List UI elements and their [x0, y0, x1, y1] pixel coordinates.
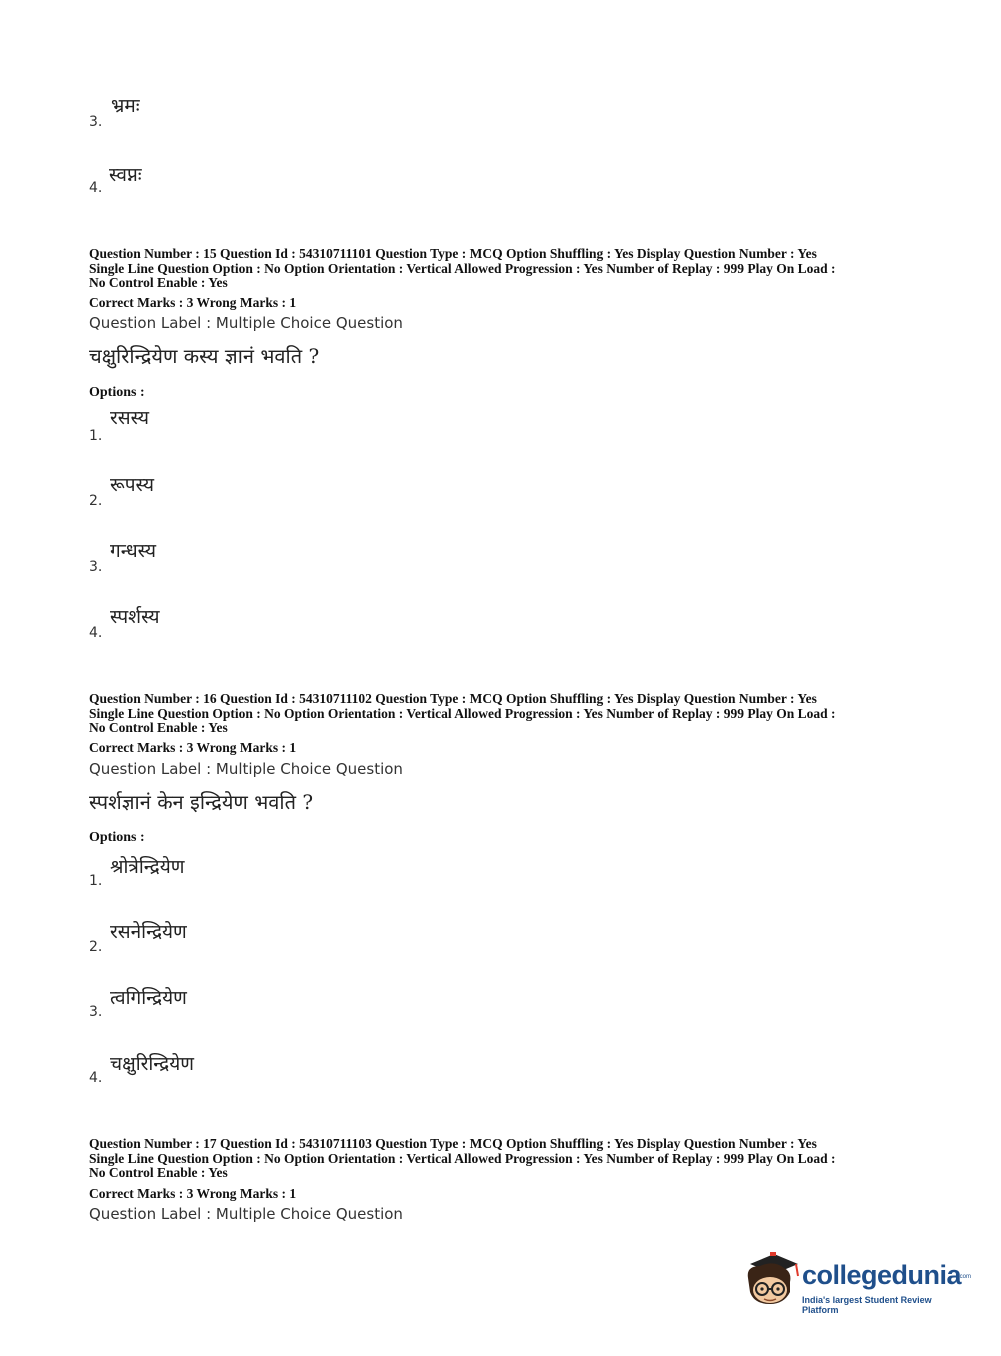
- meta-line: Question Number : 16 Question Id : 54310711102 Question Type : MCQ Option Shuffling : Yes Display Question Number : Yes: [89, 691, 817, 706]
- question-16-marks: Correct Marks : 3 Wrong Marks : 1: [89, 740, 297, 755]
- question-15-marks: Correct Marks : 3 Wrong Marks : 1: [89, 295, 297, 310]
- question-15-label: Question Label : Multiple Choice Question: [89, 314, 403, 332]
- question-15-options-heading: Options :: [89, 385, 145, 400]
- prev-option-4-text: स्वप्नः: [109, 164, 142, 186]
- question-15-option-1-text: रसस्य: [110, 407, 150, 429]
- logo-tagline: India's largest Student Review Platform: [802, 1295, 932, 1315]
- question-15-option-3-text: गन्धस्य: [110, 540, 157, 562]
- logo-wordmark: collegedunia: [802, 1260, 962, 1290]
- question-16-options-heading: Options :: [89, 830, 145, 845]
- question-16-text: स्पर्शज्ञानं केन इन्द्रियेण भवति ?: [89, 790, 314, 814]
- logo-com: .com: [958, 1274, 972, 1280]
- question-17-label: Question Label : Multiple Choice Question: [89, 1205, 403, 1223]
- question-16-option-4-text: चक्षुरिन्द्रियेण: [110, 1053, 195, 1075]
- meta-line: Single Line Question Option : No Option Orientation : Vertical Allowed Progression : Yes Number of Replay : 999 Play On Load :: [89, 260, 836, 276]
- question-16-option-4-number: 4.: [89, 1070, 103, 1086]
- question-15-option-2-text: रूपस्य: [110, 474, 154, 496]
- question-15-text: चक्षुरिन्द्रियेण कस्य ज्ञानं भवति ?: [89, 344, 320, 368]
- question-16-option-3-number: 3.: [89, 1004, 103, 1020]
- prev-option-3-number: 3.: [89, 114, 103, 130]
- question-15-option-3-number: 3.: [89, 559, 103, 575]
- meta-line: Question Number : 15 Question Id : 54310711101 Question Type : MCQ Option Shuffling : Yes Display Question Number : Yes: [89, 246, 817, 261]
- meta-line: Single Line Question Option : No Option Orientation : Vertical Allowed Progression : Yes Number of Replay : 999 Play On Load :: [89, 1150, 836, 1166]
- mascot-icon: [740, 1248, 802, 1310]
- question-16-label: Question Label : Multiple Choice Question: [89, 760, 403, 778]
- question-16-option-2-text: रसनेन्द्रियेण: [110, 921, 187, 943]
- meta-line: Single Line Question Option : No Option Orientation : Vertical Allowed Progression : Yes Number of Replay : 999 Play On Load :: [89, 705, 836, 721]
- meta-line: No Control Enable : Yes: [89, 720, 228, 735]
- question-15-option-1-number: 1.: [89, 428, 103, 444]
- question-17-meta: [89, 1137, 836, 1181]
- question-16-option-1-text: श्रोत्रेन्द्रियेण: [110, 856, 185, 878]
- question-16-option-1-number: 1.: [89, 873, 103, 889]
- question-16-meta: [89, 692, 836, 736]
- prev-option-4-number: 4.: [89, 180, 103, 196]
- collegedunia-logo: [740, 1248, 972, 1315]
- meta-line: No Control Enable : Yes: [89, 1165, 228, 1180]
- question-17-marks: Correct Marks : 3 Wrong Marks : 1: [89, 1186, 297, 1201]
- question-16-option-2-number: 2.: [89, 939, 103, 955]
- prev-option-3-text: भ्रमः: [111, 95, 140, 117]
- question-15-option-4-number: 4.: [89, 625, 103, 641]
- question-15-option-2-number: 2.: [89, 493, 103, 509]
- question-15-meta: [89, 247, 836, 291]
- meta-line: No Control Enable : Yes: [89, 275, 228, 290]
- meta-line: Question Number : 17 Question Id : 54310711103 Question Type : MCQ Option Shuffling : Yes Display Question Number : Yes: [89, 1136, 817, 1151]
- question-16-option-3-text: त्वगिन्द्रियेण: [110, 987, 187, 1009]
- question-15-option-4-text: स्पर्शस्य: [110, 606, 160, 628]
